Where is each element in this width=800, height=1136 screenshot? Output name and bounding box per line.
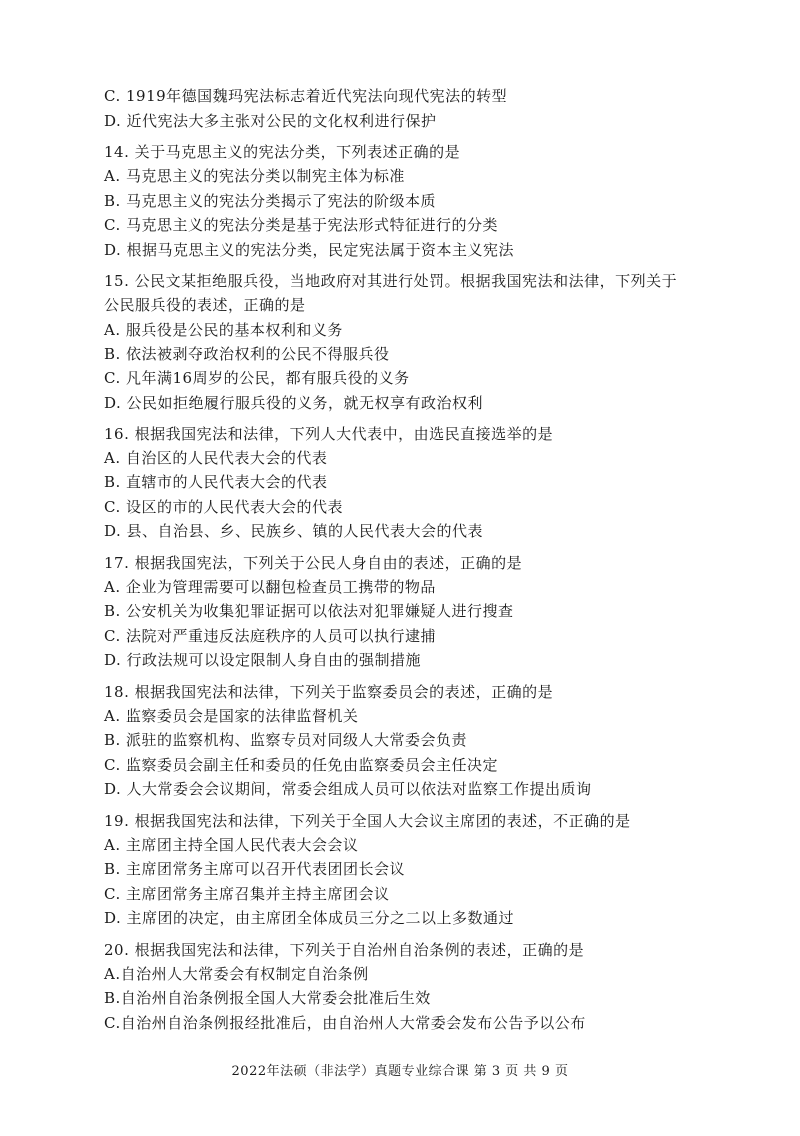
option-19d: D. 主席团的决定，由主席团全体成员三分之二以上多数通过 — [104, 909, 515, 927]
question-17: 17. 根据我国宪法，下列关于公民人身自由的表述，正确的是 — [104, 554, 523, 572]
option-17d: D. 行政法规可以设定限制人身自由的强制措施 — [104, 651, 422, 669]
option-14b: B. 马克思主义的宪法分类揭示了宪法的阶级本质 — [104, 192, 437, 210]
option-15c: C. 凡年满16周岁的公民，都有服兵役的义务 — [104, 369, 410, 387]
option-20c: C.自治州自治条例报经批准后，由自治州人大常委会发布公告予以公布 — [104, 1014, 586, 1032]
question-19: 19. 根据我国宪法和法律，下列关于全国人大会议主席团的表述，不正确的是 — [104, 812, 631, 830]
option-18d: D. 人大常委会会议期间，常委会组成人员可以依法对监察工作提出质询 — [104, 780, 592, 798]
question-14: 14. 关于马克思主义的宪法分类，下列表述正确的是 — [104, 143, 461, 161]
option-16b: B. 直辖市的人民代表大会的代表 — [104, 473, 328, 491]
option-15a: A. 服兵役是公民的基本权利和义务 — [104, 321, 343, 339]
option-14d: D. 根据马克思主义的宪法分类，民定宪法属于资本主义宪法 — [104, 241, 515, 259]
option-19a: A. 主席团主持全国人民代表大会会议 — [104, 836, 359, 854]
question-15: 15. 公民文某拒绝服兵役，当地政府对其进行处罚。根据我国宪法和法律，下列关于 — [104, 272, 678, 290]
option-16c: C. 设区的市的人民代表大会的代表 — [104, 498, 343, 516]
option-17b: B. 公安机关为收集犯罪证据可以依法对犯罪嫌疑人进行搜查 — [104, 602, 514, 620]
option-18a: A. 监察委员会是国家的法律监督机关 — [104, 707, 359, 725]
option-14c: C. 马克思主义的宪法分类是基于宪法形式特征进行的分类 — [104, 216, 498, 234]
option-17c: C. 法院对严重违反法庭秩序的人员可以执行逮捕 — [104, 627, 436, 645]
option-19c: C. 主席团常务主席召集并主持主席团会议 — [104, 885, 390, 903]
option-18b: B. 派驻的监察机构、监察专员对同级人大常委会负责 — [104, 731, 468, 749]
option-13c: C. 1919年德国魏玛宪法标志着近代宪法向现代宪法的转型 — [104, 87, 508, 105]
option-16d: D. 县、自治县、乡、民族乡、镇的人民代表大会的代表 — [104, 522, 484, 540]
option-14a: A. 马克思主义的宪法分类以制宪主体为标准 — [104, 167, 405, 185]
option-20a: A.自治州人大常委会有权制定自治条例 — [104, 965, 369, 983]
question-18: 18. 根据我国宪法和法律，下列关于监察委员会的表述，正确的是 — [104, 683, 554, 701]
option-15b: B. 依法被剥夺政治权利的公民不得服兵役 — [104, 345, 390, 363]
option-15d: D. 公民如拒绝履行服兵役的义务，就无权享有政治权利 — [104, 394, 484, 412]
option-13d: D. 近代宪法大多主张对公民的文化权利进行保护 — [104, 112, 437, 130]
option-18c: C. 监察委员会副主任和委员的任免由监察委员会主任决定 — [104, 756, 498, 774]
question-20: 20. 根据我国宪法和法律，下列关于自治州自治条例的表述，正确的是 — [104, 941, 585, 959]
page-footer: 2022年法硕（非法学）真题专业综合课 第 3 页 共 9 页 — [231, 1064, 569, 1079]
option-16a: A. 自治区的人民代表大会的代表 — [104, 449, 328, 467]
question-16: 16. 根据我国宪法和法律，下列人大代表中，由选民直接选举的是 — [104, 425, 554, 443]
option-19b: B. 主席团常务主席可以召开代表团团长会议 — [104, 860, 406, 878]
option-20b: B.自治州自治条例报全国人大常委会批准后生效 — [104, 989, 431, 1007]
question-15-cont: 公民服兵役的表述，正确的是 — [104, 296, 306, 314]
option-17a: A. 企业为管理需要可以翻包检查员工携带的物品 — [104, 578, 436, 596]
